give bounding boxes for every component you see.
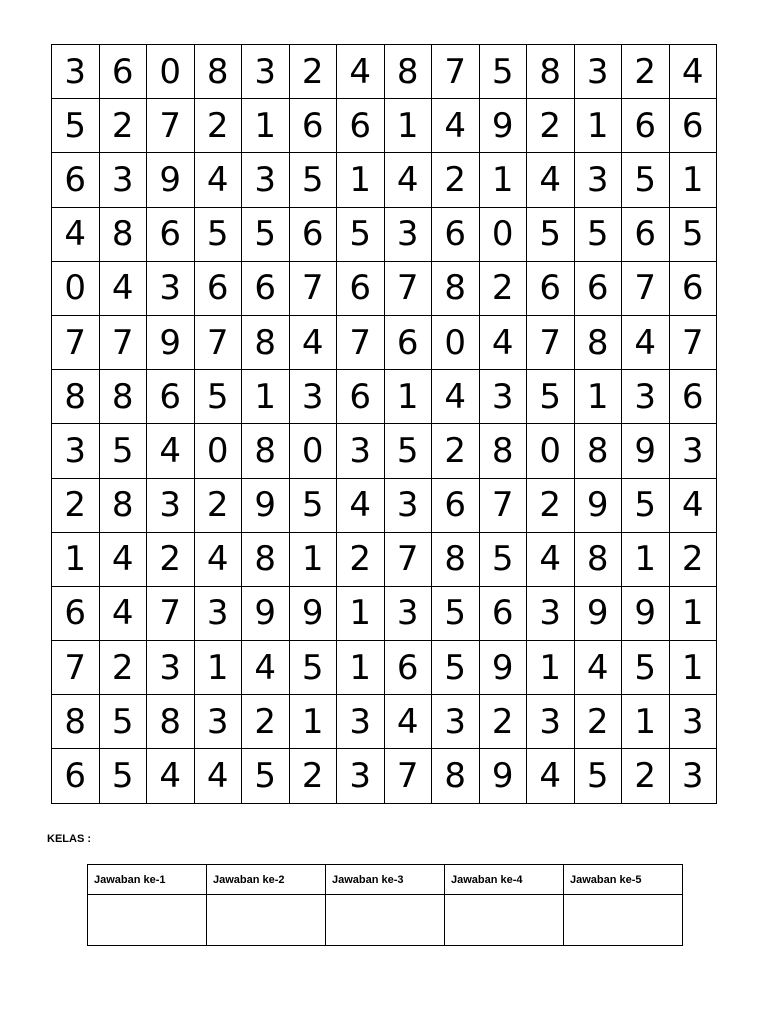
- grid-row: [52, 153, 717, 207]
- grid-cell: 2: [432, 424, 480, 478]
- grid-cell: 3: [337, 695, 385, 749]
- grid-row: [52, 749, 717, 803]
- grid-cell: 1: [289, 532, 337, 586]
- grid-cell: 6: [432, 207, 480, 261]
- grid-cell: 6: [337, 261, 385, 315]
- grid-cell: 5: [432, 641, 480, 695]
- grid-cell: 8: [99, 370, 147, 424]
- answer-cell-2[interactable]: [207, 895, 326, 946]
- grid-cell: 5: [479, 532, 527, 586]
- grid-cell: 3: [194, 695, 242, 749]
- grid-cell: 6: [147, 207, 195, 261]
- grid-cell: 7: [622, 261, 670, 315]
- grid-cell: 4: [242, 641, 290, 695]
- answer-header-1: Jawaban ke-1: [88, 865, 207, 895]
- grid-cell: 6: [337, 99, 385, 153]
- grid-cell: 6: [194, 261, 242, 315]
- grid-cell: 8: [242, 532, 290, 586]
- grid-cell: 5: [384, 424, 432, 478]
- grid-cell: 2: [242, 695, 290, 749]
- grid-cell: 2: [194, 478, 242, 532]
- grid-cell: 4: [669, 45, 717, 99]
- grid-cell: 9: [242, 478, 290, 532]
- grid-cell: 2: [52, 478, 100, 532]
- grid-cell: 7: [479, 478, 527, 532]
- grid-cell: 7: [52, 641, 100, 695]
- grid-cell: 6: [622, 207, 670, 261]
- grid-cell: 2: [527, 478, 575, 532]
- grid-cell: 3: [669, 424, 717, 478]
- grid-cell: 3: [432, 695, 480, 749]
- grid-cell: 4: [527, 532, 575, 586]
- grid-cell: 9: [479, 641, 527, 695]
- grid-cell: 2: [622, 45, 670, 99]
- grid-cell: 5: [242, 207, 290, 261]
- grid-row: [52, 586, 717, 640]
- grid-cell: 5: [194, 207, 242, 261]
- grid-cell: 4: [622, 315, 670, 369]
- grid-cell: 3: [337, 424, 385, 478]
- grid-cell: 9: [622, 586, 670, 640]
- grid-cell: 4: [289, 315, 337, 369]
- grid-cell: 2: [147, 532, 195, 586]
- grid-cell: 2: [337, 532, 385, 586]
- grid-cell: 4: [337, 478, 385, 532]
- grid-cell: 0: [289, 424, 337, 478]
- grid-cell: 6: [289, 99, 337, 153]
- grid-cell: 2: [289, 749, 337, 803]
- grid-cell: 1: [337, 153, 385, 207]
- grid-row: [52, 261, 717, 315]
- grid-cell: 3: [147, 641, 195, 695]
- grid-cell: 3: [289, 370, 337, 424]
- grid-cell: 2: [432, 153, 480, 207]
- grid-cell: 7: [337, 315, 385, 369]
- grid-cell: 1: [669, 641, 717, 695]
- grid-cell: 4: [527, 749, 575, 803]
- grid-cell: 1: [337, 641, 385, 695]
- grid-cell: 9: [479, 749, 527, 803]
- answer-header-2: Jawaban ke-2: [207, 865, 326, 895]
- answer-header-5: Jawaban ke-5: [564, 865, 683, 895]
- answer-cell-1[interactable]: [88, 895, 207, 946]
- grid-cell: 7: [52, 315, 100, 369]
- grid-cell: 8: [147, 695, 195, 749]
- grid-cell: 2: [99, 99, 147, 153]
- grid-cell: 5: [99, 695, 147, 749]
- grid-cell: 2: [622, 749, 670, 803]
- grid-cell: 6: [147, 370, 195, 424]
- grid-row: [52, 315, 717, 369]
- grid-row: [52, 532, 717, 586]
- grid-cell: 4: [337, 45, 385, 99]
- grid-cell: 7: [194, 315, 242, 369]
- grid-cell: 1: [242, 99, 290, 153]
- grid-cell: 7: [99, 315, 147, 369]
- grid-cell: 8: [194, 45, 242, 99]
- grid-cell: 3: [147, 478, 195, 532]
- grid-cell: 5: [527, 207, 575, 261]
- grid-cell: 4: [99, 532, 147, 586]
- grid-cell: 3: [242, 153, 290, 207]
- grid-cell: 3: [52, 45, 100, 99]
- grid-cell: 5: [242, 749, 290, 803]
- grid-cell: 2: [479, 261, 527, 315]
- grid-cell: 2: [669, 532, 717, 586]
- grid-cell: 7: [669, 315, 717, 369]
- grid-cell: 4: [574, 641, 622, 695]
- grid-cell: 8: [574, 315, 622, 369]
- grid-cell: 8: [574, 424, 622, 478]
- grid-cell: 5: [669, 207, 717, 261]
- grid-cell: 6: [242, 261, 290, 315]
- grid-cell: 1: [527, 641, 575, 695]
- grid-row: [52, 695, 717, 749]
- grid-cell: 3: [384, 478, 432, 532]
- grid-cell: 9: [289, 586, 337, 640]
- grid-cell: 3: [99, 153, 147, 207]
- grid-cell: 4: [432, 370, 480, 424]
- grid-cell: 9: [479, 99, 527, 153]
- grid-row: [52, 45, 717, 99]
- grid-cell: 1: [384, 370, 432, 424]
- grid-cell: 8: [574, 532, 622, 586]
- grid-cell: 8: [99, 478, 147, 532]
- grid-cell: 1: [52, 532, 100, 586]
- grid-cell: 6: [527, 261, 575, 315]
- grid-cell: 7: [147, 586, 195, 640]
- grid-cell: 7: [147, 99, 195, 153]
- grid-cell: 0: [194, 424, 242, 478]
- grid-cell: 7: [384, 532, 432, 586]
- grid-cell: 5: [622, 153, 670, 207]
- grid-cell: 5: [289, 153, 337, 207]
- grid-cell: 7: [384, 261, 432, 315]
- grid-cell: 7: [384, 749, 432, 803]
- grid-cell: 4: [99, 586, 147, 640]
- grid-cell: 3: [669, 695, 717, 749]
- grid-cell: 6: [52, 153, 100, 207]
- grid-row: [52, 424, 717, 478]
- grid-cell: 5: [622, 478, 670, 532]
- kelas-label: KELAS :: [47, 833, 91, 845]
- grid-cell: 3: [194, 586, 242, 640]
- grid-cell: 8: [432, 749, 480, 803]
- grid-cell: 5: [52, 99, 100, 153]
- grid-row: [52, 207, 717, 261]
- grid-cell: 2: [574, 695, 622, 749]
- grid-cell: 8: [479, 424, 527, 478]
- answer-value-row: [88, 895, 683, 946]
- grid-cell: 0: [432, 315, 480, 369]
- grid-cell: 8: [52, 370, 100, 424]
- grid-cell: 3: [574, 45, 622, 99]
- grid-cell: 1: [669, 586, 717, 640]
- grid-cell: 6: [622, 99, 670, 153]
- grid-cell: 1: [622, 532, 670, 586]
- answer-header-4: Jawaban ke-4: [445, 865, 564, 895]
- grid-cell: 3: [622, 370, 670, 424]
- grid-cell: 1: [622, 695, 670, 749]
- grid-cell: 3: [337, 749, 385, 803]
- answer-header-row: [88, 865, 683, 895]
- grid-cell: 4: [669, 478, 717, 532]
- grid-cell: 6: [574, 261, 622, 315]
- grid-cell: 5: [527, 370, 575, 424]
- grid-cell: 8: [432, 261, 480, 315]
- grid-cell: 6: [52, 749, 100, 803]
- grid-cell: 1: [194, 641, 242, 695]
- grid-cell: 6: [337, 370, 385, 424]
- grid-cell: 2: [289, 45, 337, 99]
- grid-cell: 8: [527, 45, 575, 99]
- grid-cell: 9: [574, 478, 622, 532]
- grid-row: [52, 370, 717, 424]
- grid-cell: 4: [479, 315, 527, 369]
- grid-cell: 3: [479, 370, 527, 424]
- grid-cell: 3: [147, 261, 195, 315]
- answer-table: [87, 864, 683, 946]
- grid-cell: 3: [52, 424, 100, 478]
- grid-cell: 5: [574, 749, 622, 803]
- grid-cell: 1: [574, 370, 622, 424]
- grid-cell: 5: [194, 370, 242, 424]
- grid-cell: 2: [99, 641, 147, 695]
- grid-cell: 6: [432, 478, 480, 532]
- grid-cell: 7: [432, 45, 480, 99]
- grid-cell: 4: [52, 207, 100, 261]
- grid-cell: 0: [147, 45, 195, 99]
- grid-cell: 2: [194, 99, 242, 153]
- grid-cell: 8: [242, 424, 290, 478]
- number-grid: [51, 44, 717, 804]
- grid-cell: 1: [289, 695, 337, 749]
- grid-cell: 6: [99, 45, 147, 99]
- grid-cell: 1: [337, 586, 385, 640]
- grid-cell: 4: [194, 532, 242, 586]
- grid-cell: 0: [527, 424, 575, 478]
- grid-cell: 5: [432, 586, 480, 640]
- grid-cell: 3: [669, 749, 717, 803]
- grid-cell: 9: [147, 153, 195, 207]
- grid-cell: 6: [52, 586, 100, 640]
- grid-cell: 9: [574, 586, 622, 640]
- grid-cell: 1: [574, 99, 622, 153]
- grid-cell: 7: [527, 315, 575, 369]
- grid-row: [52, 99, 717, 153]
- grid-cell: 3: [527, 586, 575, 640]
- grid-cell: 5: [479, 45, 527, 99]
- grid-cell: 4: [384, 153, 432, 207]
- grid-cell: 6: [669, 99, 717, 153]
- grid-cell: 0: [479, 207, 527, 261]
- grid-cell: 9: [147, 315, 195, 369]
- grid-cell: 4: [147, 749, 195, 803]
- grid-cell: 4: [99, 261, 147, 315]
- grid-cell: 6: [669, 370, 717, 424]
- grid-cell: 5: [289, 478, 337, 532]
- grid-cell: 5: [337, 207, 385, 261]
- grid-cell: 2: [527, 99, 575, 153]
- grid-cell: 3: [384, 207, 432, 261]
- grid-cell: 3: [527, 695, 575, 749]
- grid-cell: 1: [242, 370, 290, 424]
- grid-cell: 8: [384, 45, 432, 99]
- grid-cell: 4: [527, 153, 575, 207]
- answer-header-3: Jawaban ke-3: [326, 865, 445, 895]
- grid-cell: 4: [194, 749, 242, 803]
- grid-cell: 9: [622, 424, 670, 478]
- grid-cell: 8: [242, 315, 290, 369]
- grid-cell: 5: [574, 207, 622, 261]
- grid-cell: 4: [384, 695, 432, 749]
- grid-cell: 5: [99, 749, 147, 803]
- grid-cell: 3: [384, 586, 432, 640]
- grid-cell: 9: [242, 586, 290, 640]
- grid-cell: 4: [147, 424, 195, 478]
- grid-cell: 5: [289, 641, 337, 695]
- grid-cell: 6: [384, 315, 432, 369]
- grid-cell: 5: [99, 424, 147, 478]
- grid-cell: 8: [432, 532, 480, 586]
- grid-cell: 3: [242, 45, 290, 99]
- grid-cell: 0: [52, 261, 100, 315]
- grid-cell: 6: [479, 586, 527, 640]
- grid-cell: 6: [289, 207, 337, 261]
- grid-cell: 1: [384, 99, 432, 153]
- grid-cell: 4: [194, 153, 242, 207]
- grid-cell: 5: [622, 641, 670, 695]
- grid-cell: 4: [432, 99, 480, 153]
- grid-cell: 8: [99, 207, 147, 261]
- answer-cell-5[interactable]: [564, 895, 683, 946]
- grid-row: [52, 641, 717, 695]
- grid-cell: 1: [669, 153, 717, 207]
- grid-cell: 6: [384, 641, 432, 695]
- grid-cell: 7: [289, 261, 337, 315]
- grid-cell: 3: [574, 153, 622, 207]
- grid-cell: 8: [52, 695, 100, 749]
- grid-row: [52, 478, 717, 532]
- grid-cell: 1: [479, 153, 527, 207]
- answer-cell-3[interactable]: [326, 895, 445, 946]
- grid-cell: 2: [479, 695, 527, 749]
- grid-cell: 6: [669, 261, 717, 315]
- answer-cell-4[interactable]: [445, 895, 564, 946]
